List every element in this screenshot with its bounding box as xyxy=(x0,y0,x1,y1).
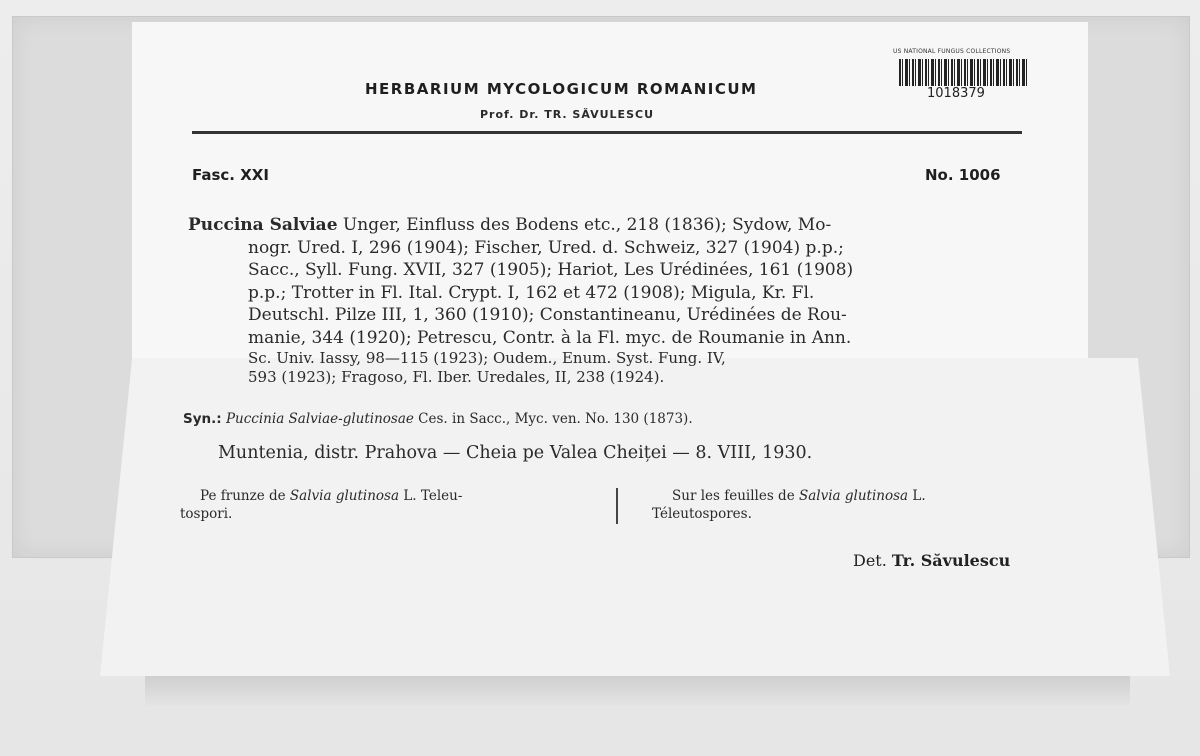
flap-shadow xyxy=(145,676,1130,706)
column-divider xyxy=(616,488,618,524)
herbarium-author: Prof. Dr. TR. SĂVULESCU xyxy=(480,108,655,121)
reference-text xyxy=(188,214,1023,387)
barcode-number: 1018379 xyxy=(927,86,985,101)
synonym-citation: Ces. in Sacc., Myc. ven. No. 130 (1873). xyxy=(413,411,693,427)
specimen-number: No. 1006 xyxy=(925,166,1001,184)
species-name: Puccina Salviae xyxy=(188,215,338,235)
reference-line: 593 (1923); Fragoso, Fl. Iber. Uredales, II, 238 (1924). xyxy=(248,368,665,386)
barcode-icon xyxy=(899,59,1027,86)
host-romanian: Pe frunze de Salvia glutinosa L. Teleu- tospori. xyxy=(180,488,463,522)
determiner-name: Tr. Săvulescu xyxy=(891,551,1011,570)
host-plant-name: Salvia glutinosa xyxy=(289,488,400,504)
barcode-caption: US NATIONAL FUNGUS COLLECTIONS xyxy=(893,48,1011,55)
reference-line: Sacc., Syll. Fung. XVII, 327 (1905); Hariot, Les Urédinées, 161 (1908) xyxy=(248,260,854,280)
reference-line: p.p.; Trotter in Fl. Ital. Crypt. I, 162 et 472 (1908); Migula, Kr. Fl. xyxy=(248,282,815,303)
reference-line: Deutschl. Pilze III, 1, 360 (1910); Constantineanu, Urédinées de Rou- xyxy=(248,305,847,325)
reference-line: nogr. Ured. I, 296 (1904); Fischer, Ured. d. Schweiz, 327 (1904) p.p.; xyxy=(248,237,844,258)
herbarium-title: HERBARIUM MYCOLOGICUM ROMANICUM xyxy=(365,80,758,98)
host-french: Sur les feuilles de Salvia glutinosa L. Téleutospores. xyxy=(652,488,926,522)
host-plant-name: Salvia glutinosa xyxy=(798,488,909,504)
synonym-line xyxy=(183,411,693,427)
synonym-name: Puccinia Salviae-glutinosae xyxy=(225,411,414,427)
reference-line: Sc. Univ. Iassy, 98—115 (1923); Oudem., Enum. Syst. Fung. IV, xyxy=(248,349,726,367)
barcode-block xyxy=(893,48,1041,118)
synonym-label: Syn.: xyxy=(183,411,222,427)
determiner-line: Det. Tr. Săvulescu xyxy=(853,551,1011,570)
collection-locality: Muntenia, distr. Prahova — Cheia pe Valea Cheiței — 8. VIII, 1930. xyxy=(218,443,813,463)
header-rule xyxy=(192,131,1022,134)
reference-line: Puccina Salviae Unger, Einfluss des Bodens etc., 218 (1836); Sydow, Mo- xyxy=(188,215,832,235)
reference-line: manie, 344 (1920); Petrescu, Contr. à la Fl. myc. de Roumanie in Ann. xyxy=(248,327,852,348)
fascicle-label: Fasc. XXI xyxy=(192,166,269,184)
